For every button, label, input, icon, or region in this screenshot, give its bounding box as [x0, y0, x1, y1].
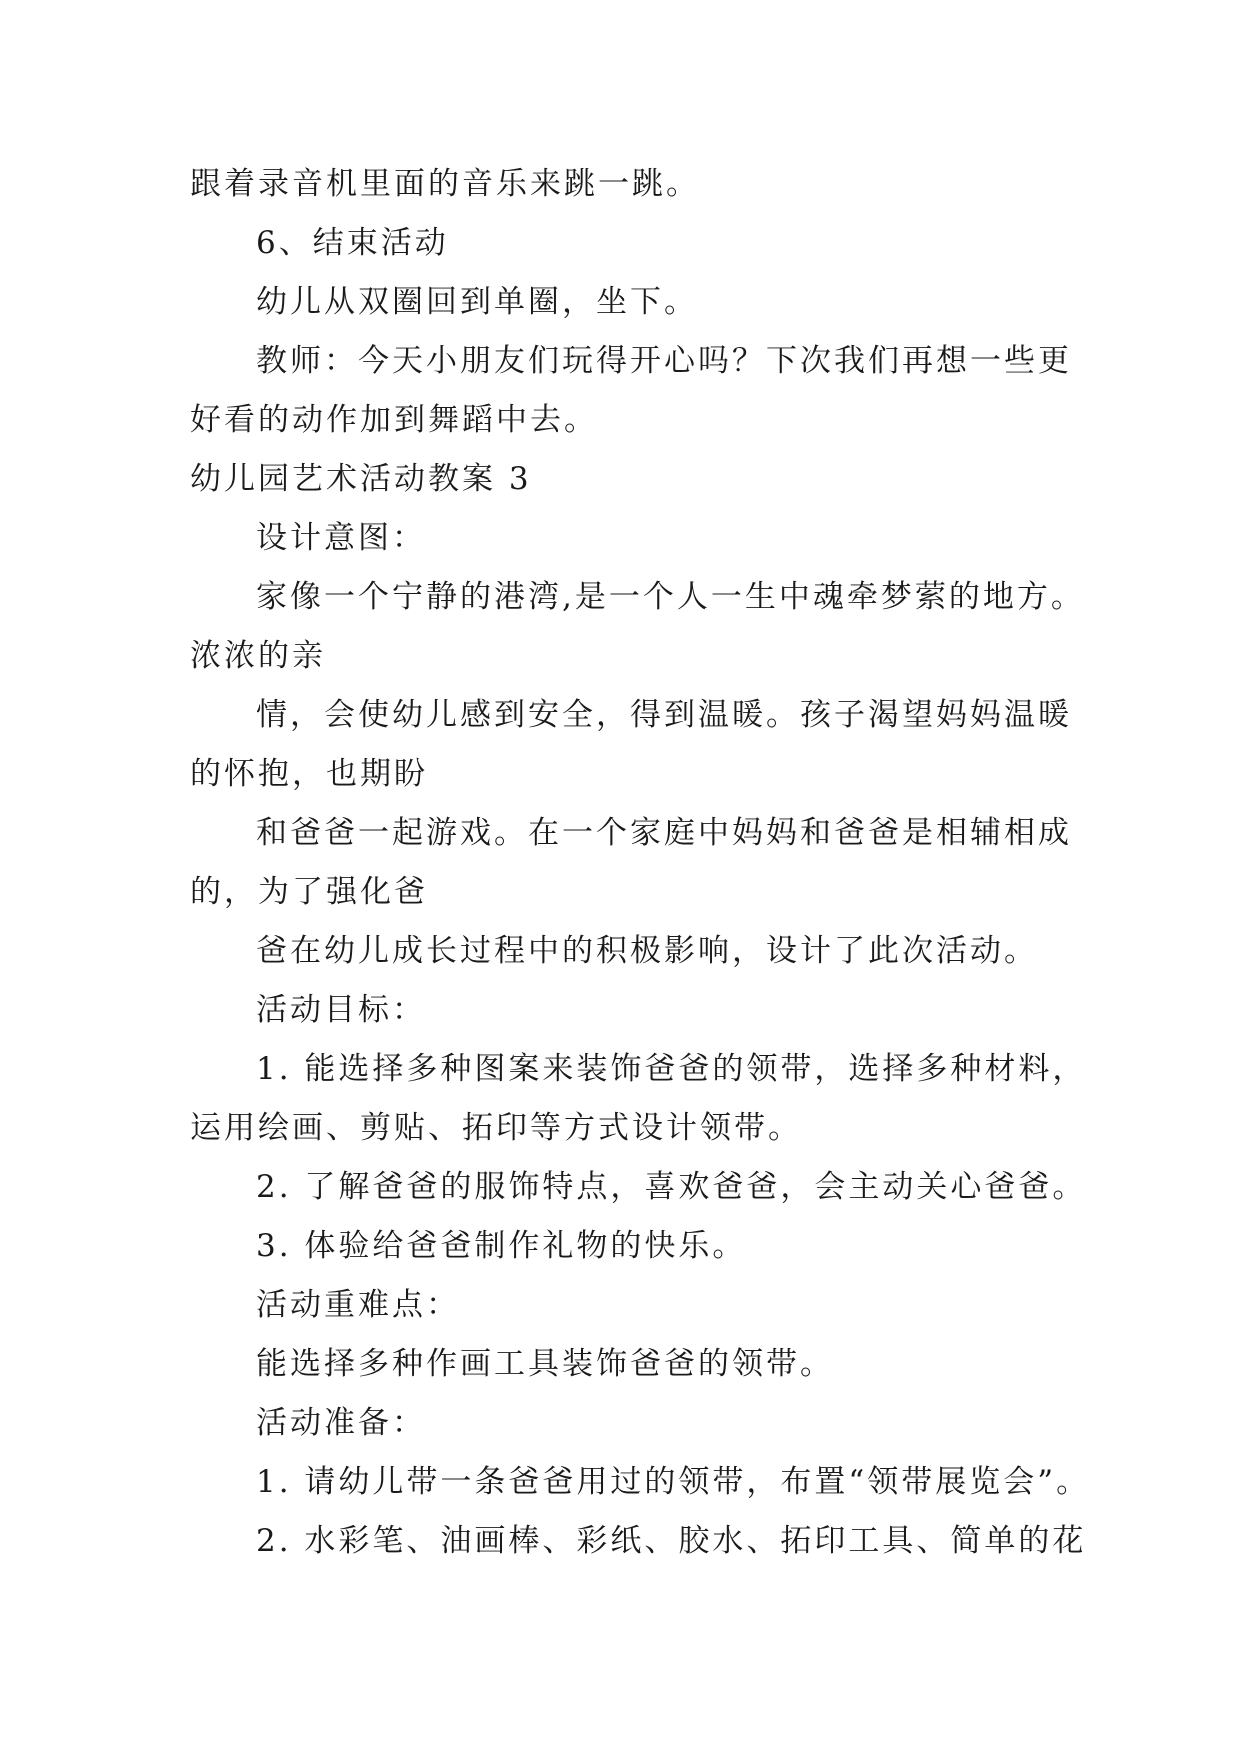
text-line: 能选择多种作画工具装饰爸爸的领带。	[256, 1346, 834, 1382]
text-line: 情，会使幼儿感到安全，得到温暖。孩子渴望妈妈温暖	[256, 697, 1072, 733]
text-line: 教师：今天小朋友们玩得开心吗？下次我们再想一些更	[256, 343, 1072, 379]
list-item: 1. 能选择多种图案来装饰爸爸的领带，选择多种材料，	[256, 1051, 1087, 1087]
text-line: 好看的动作加到舞蹈中去。	[190, 402, 598, 438]
text-line: 跟着录音机里面的音乐来跳一跳。	[190, 166, 700, 202]
list-item: 2. 了解爸爸的服饰特点，喜欢爸爸，会主动关心爸爸。	[256, 1169, 1087, 1205]
list-item: 3. 体验给爸爸制作礼物的快乐。	[256, 1228, 747, 1264]
text-line: 运用绘画、剪贴、拓印等方式设计领带。	[190, 1110, 802, 1146]
section-heading: 活动准备：	[256, 1405, 426, 1441]
text-line: 的，为了强化爸	[190, 874, 428, 910]
document-title: 幼儿园艺术活动教案 3	[190, 461, 532, 497]
section-heading: 活动目标：	[256, 992, 426, 1028]
text-line: 爸在幼儿成长过程中的积极影响，设计了此次活动。	[256, 933, 1038, 969]
section-heading: 6、结束活动	[256, 225, 449, 261]
text-line: 的怀抱，也期盼	[190, 756, 428, 792]
section-heading: 设计意图：	[256, 520, 426, 556]
text-line: 浓浓的亲	[190, 638, 326, 674]
section-heading: 活动重难点：	[256, 1287, 460, 1323]
text-line: 幼儿从双圈回到单圈，坐下。	[256, 284, 698, 320]
list-item: 1. 请幼儿带一条爸爸用过的领带，布置“领带展览会”。	[256, 1464, 1091, 1500]
text-line: 家像一个宁静的港湾,是一个人一生中魂牵梦萦的地方。	[256, 579, 1085, 615]
text-line: 和爸爸一起游戏。在一个家庭中妈妈和爸爸是相辅相成	[256, 815, 1072, 851]
list-item: 2. 水彩笔、油画棒、彩纸、胶水、拓印工具、简单的花	[256, 1523, 1087, 1559]
